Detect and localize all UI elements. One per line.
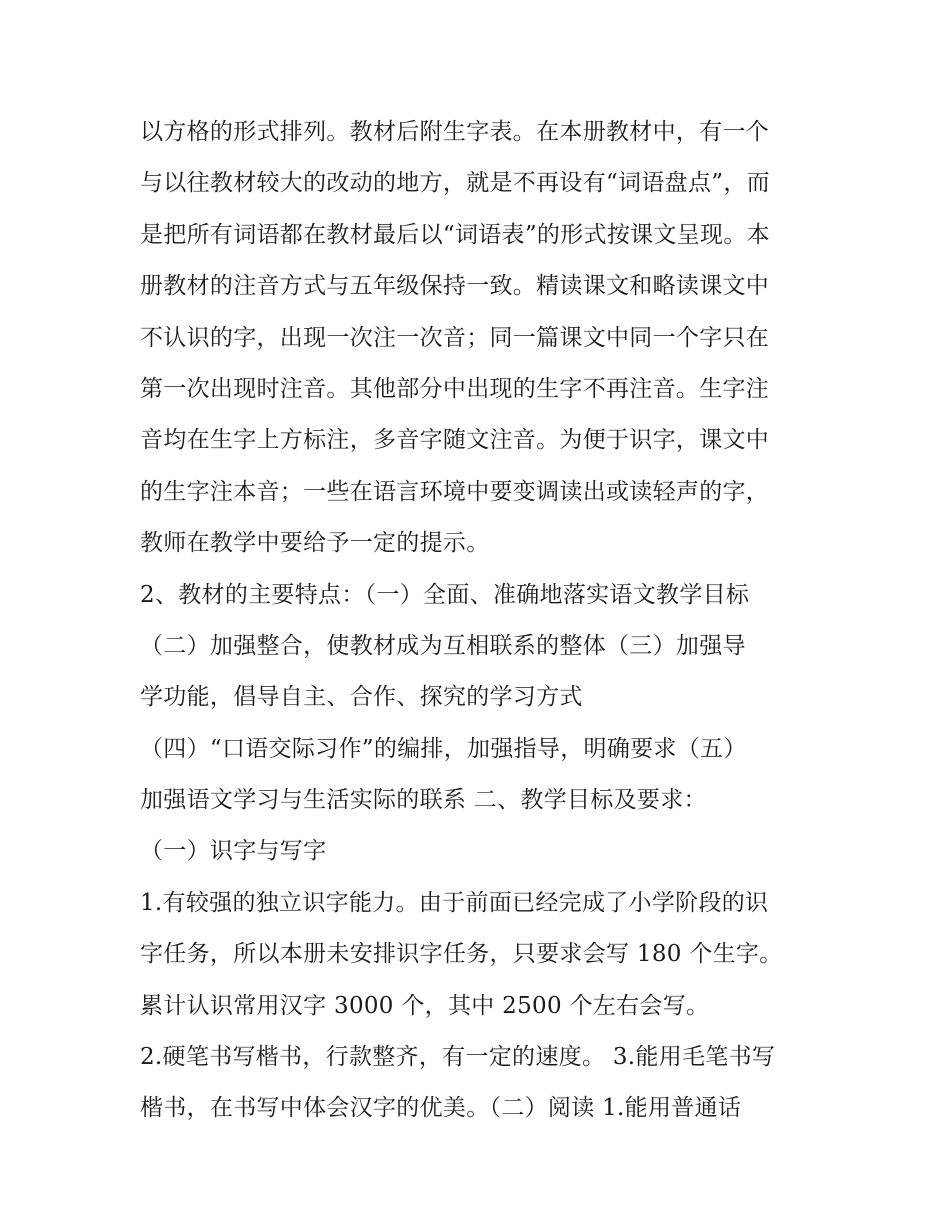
text-line-16: 1.有较强的独立识字能力。由于前面已经完成了小学阶段的识 — [140, 889, 769, 916]
document-body — [140, 107, 820, 1135]
text-line-20: 楷书，在书写中体会汉字的优美。（二）阅读 1.能用普通话 — [140, 1095, 742, 1122]
text-line-18: 累计认识常用汉字 3000 个，其中 2500 个左右会写。 — [140, 992, 710, 1019]
text-line-1: 以方格的形式排列。教材后附生字表。在本册教材中，有一个 — [140, 119, 770, 145]
text-line-8: 的生字注本音；一些在语言环境中要变调读出或读轻声的字， — [140, 478, 770, 505]
text-line-12: 学功能，倡导自主、合作、探究的学习方式 — [140, 684, 583, 711]
text-line-3: 是把所有词语都在教材最后以“词语表”的形式按课文呈现。本 — [140, 221, 770, 248]
text-line-14: 加强语文学习与生活实际的联系 二、教学目标及要求： — [140, 787, 707, 814]
text-line-5: 不认识的字，出现一次注一次音；同一篇课文中同一个字只在 — [140, 324, 770, 351]
text-line-11: （二）加强整合，使教材成为互相联系的整体（三）加强导 — [140, 632, 746, 659]
text-line-13: （四）“口语交际习作”的编排，加强指导，明确要求（五） — [140, 735, 747, 762]
text-line-10: 2、教材的主要特点：（一）全面、准确地落实语文教学目标 — [140, 581, 750, 608]
text-line-4: 册教材的注音方式与五年级保持一致。精读课文和略读课文中 — [140, 273, 770, 300]
text-line-7: 音均在生字上方标注，多音字随文注音。为便于识字，课文中 — [140, 427, 770, 454]
text-line-9: 教师在教学中要给予一定的提示。 — [140, 530, 490, 557]
text-line-17: 字任务，所以本册未安排识字任务，只要求会写 180 个生字。 — [140, 941, 783, 968]
text-line-2: 与以往教材较大的改动的地方，就是不再设有“词语盘点”，而 — [140, 170, 770, 197]
text-line-19: 2.硬笔书写楷书，行款整齐，有一定的速度。 3.能用毛笔书写 — [140, 1044, 776, 1071]
text-line-15: （一）识字与写字 — [140, 838, 327, 865]
text-line-6: 第一次出现时注音。其他部分中出现的生字不再注音。生字注 — [140, 375, 770, 402]
